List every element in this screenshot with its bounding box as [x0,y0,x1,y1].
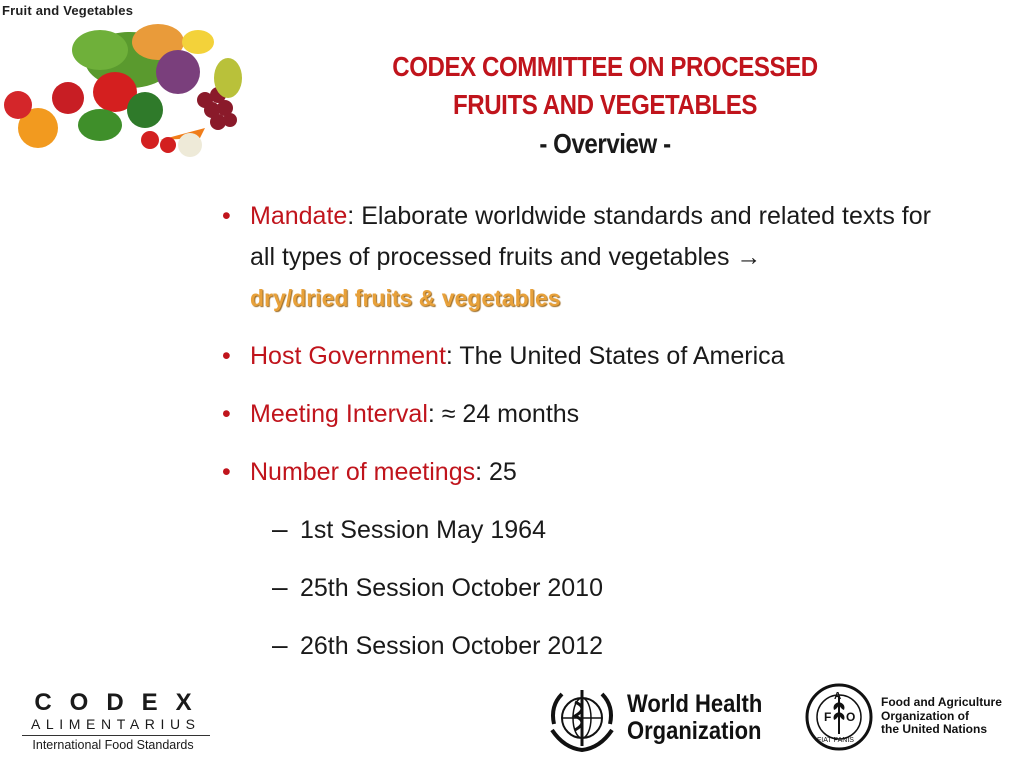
fao-line-3: the United Nations [881,722,988,736]
slide-title [300,48,910,164]
bullet-text: : Elaborate worldwide standards and related texts for all types of processed fruits and vegetables → [250,202,931,271]
bullet-dot-icon: • [222,458,231,486]
svg-text:F: F [824,710,832,724]
bullet-meeting-interval [222,394,962,435]
title-subtitle: - Overview - [539,128,671,159]
fao-line-1: Food and Agriculture [881,695,1002,709]
fao-emblem-icon [804,682,874,752]
fao-logo [804,682,1019,754]
session-item [222,510,962,551]
dash-icon: – [272,571,288,602]
svg-text:FIAT PANIS: FIAT PANIS [817,737,854,744]
title-line-2: FRUITS AND VEGETABLES [452,89,758,120]
bullet-dot-icon: • [222,342,231,370]
who-text [627,691,762,745]
bullet-label: Host Government [250,342,446,370]
bullet-label: Number of meetings [250,458,476,486]
bullet-text: : The United States of America [445,342,785,370]
fruit-vegetables-illustration [0,0,250,160]
bullet-text: : ≈ 24 months [427,400,580,428]
session-text: 25th Session October 2010 [300,574,603,602]
session-item [222,626,962,667]
bullet-dot-icon: • [222,400,231,428]
session-text: 1st Session May 1964 [300,516,546,544]
svg-text:A: A [834,691,842,702]
bullet-highlight: dry/dried fruits & vegetables [250,285,561,311]
who-line-1: World Health [627,690,763,718]
bullet-host-government [222,336,962,377]
session-text: 26th Session October 2012 [300,632,603,660]
session-item [222,568,962,609]
codex-subtitle: International Food Standards [32,738,194,752]
who-emblem-icon [544,684,620,754]
bullet-number-of-meetings [222,452,962,493]
who-logo [544,684,784,754]
fruit-vegetables-picture [0,0,250,160]
codex-word: CODEX [34,689,210,716]
bullet-dot-icon: • [222,202,231,230]
title-line-1: CODEX COMMITTEE ON PROCESSED [392,51,818,82]
dash-icon: – [272,629,288,660]
fao-line-2: Organization of [881,708,969,723]
bullet-label: Meeting Interval [250,400,428,428]
bullet-label: Mandate [250,202,348,230]
bullet-text: : 25 [475,458,517,486]
bullet-list [222,196,962,684]
fao-text [881,696,1002,737]
who-line-2: Organization [627,717,762,745]
codex-alimentarius: ALIMENTARIUS [22,716,210,736]
dash-icon: – [272,513,288,544]
bullet-mandate [222,196,962,319]
corner-caption: Fruit and Vegetables [2,3,134,18]
codex-logo [22,689,210,754]
svg-text:O: O [846,710,856,724]
